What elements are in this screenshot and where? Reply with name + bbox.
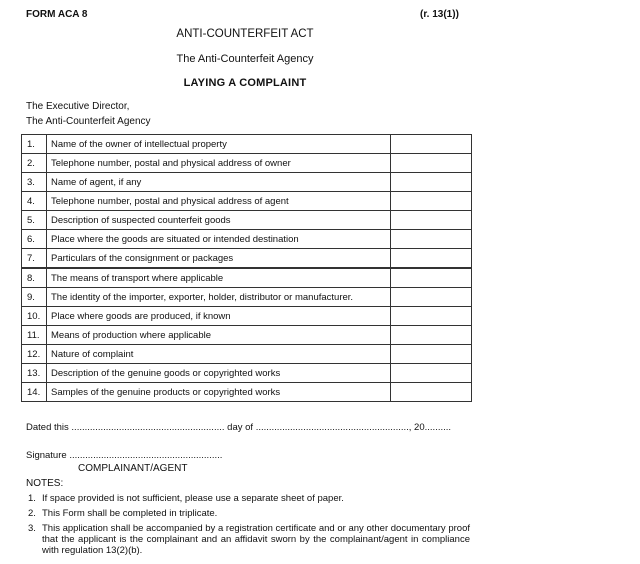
row-number: 2.	[22, 154, 47, 173]
row-label: Place where goods are produced, if known	[47, 307, 391, 326]
table-row	[22, 288, 472, 307]
table-row	[22, 192, 472, 211]
dated-day-field[interactable]: ..........................................................	[71, 422, 225, 433]
table-row	[22, 326, 472, 345]
dated-month-field[interactable]: ..........................................................	[255, 422, 409, 433]
act-title: ANTI-COUNTERFEIT ACT	[176, 28, 314, 40]
row-number: 5.	[22, 211, 47, 230]
dated-day-of-label: day of	[227, 422, 254, 433]
note-item	[28, 508, 470, 519]
row-answer-field[interactable]	[391, 192, 472, 211]
signature-label: Signature	[26, 450, 67, 461]
row-label: Name of the owner of intellectual property	[47, 135, 391, 154]
row-number: 1.	[22, 135, 47, 154]
note-text: This application shall be accompanied by a registration certificate and or any other documentary proof that the applicant is the complainant and an affidavit sworn by the complainant/agent in compliance with regulation 13(2)(b).	[42, 523, 470, 556]
form-code: FORM ACA 8	[26, 9, 88, 20]
row-label: Description of the genuine goods or copyrighted works	[47, 364, 391, 383]
row-number: 7.	[22, 249, 47, 269]
agency-title: The Anti-Counterfeit Agency	[176, 53, 314, 65]
dated-year-prefix: , 20	[408, 422, 425, 433]
row-label: Description of suspected counterfeit goods	[47, 211, 391, 230]
row-label: Particulars of the consignment or packages	[47, 249, 391, 269]
note-text: This Form shall be completed in triplicate.	[42, 508, 218, 519]
form-title: LAYING A COMPLAINT	[183, 77, 307, 89]
row-answer-field[interactable]	[391, 230, 472, 249]
row-answer-field[interactable]	[391, 249, 472, 269]
row-label: Nature of complaint	[47, 345, 391, 364]
row-number: 6.	[22, 230, 47, 249]
row-answer-field[interactable]	[391, 364, 472, 383]
signature-field[interactable]: ..........................................................	[69, 450, 223, 461]
row-label: Telephone number, postal and physical address of agent	[47, 192, 391, 211]
row-answer-field[interactable]	[391, 154, 472, 173]
row-answer-field[interactable]	[391, 383, 472, 402]
addressee-line-2: The Anti-Counterfeit Agency	[26, 116, 151, 127]
note-number: 1.	[28, 493, 36, 504]
row-answer-field[interactable]	[391, 326, 472, 345]
row-label: Means of production where applicable	[47, 326, 391, 345]
row-answer-field[interactable]	[391, 211, 472, 230]
row-number: 14.	[22, 383, 47, 402]
row-number: 12.	[22, 345, 47, 364]
row-answer-field[interactable]	[391, 307, 472, 326]
table-row	[22, 383, 472, 402]
row-label: Place where the goods are situated or intended destination	[47, 230, 391, 249]
table-row	[22, 268, 472, 288]
table-row	[22, 173, 472, 192]
notes-heading: NOTES:	[26, 478, 64, 489]
note-text: If space provided is not sufficient, please use a separate sheet of paper.	[42, 493, 344, 504]
rule-reference: (r. 13(1))	[420, 9, 459, 20]
note-item	[28, 523, 470, 556]
row-number: 8.	[22, 268, 47, 288]
table-row	[22, 135, 472, 154]
row-number: 11.	[22, 326, 47, 345]
row-label: Name of agent, if any	[47, 173, 391, 192]
row-label: The means of transport where applicable	[47, 268, 391, 288]
addressee-line-1: The Executive Director,	[26, 101, 130, 112]
row-answer-field[interactable]	[391, 173, 472, 192]
table-row	[22, 345, 472, 364]
row-number: 4.	[22, 192, 47, 211]
signature-role-label: COMPLAINANT/AGENT	[78, 463, 188, 474]
row-label: The identity of the importer, exporter, holder, distributor or manufacturer.	[47, 288, 391, 307]
row-number: 13.	[22, 364, 47, 383]
row-answer-field[interactable]	[391, 345, 472, 364]
dated-line	[26, 422, 451, 433]
table-row	[22, 230, 472, 249]
dated-prefix: Dated this	[26, 422, 69, 433]
table-row	[22, 249, 472, 269]
dated-year-field[interactable]: ..........	[424, 422, 452, 433]
table-row	[22, 307, 472, 326]
note-item	[28, 493, 470, 504]
complaint-details-table	[21, 134, 472, 402]
note-number: 3.	[28, 523, 36, 534]
note-number: 2.	[28, 508, 36, 519]
row-number: 9.	[22, 288, 47, 307]
row-label: Telephone number, postal and physical address of owner	[47, 154, 391, 173]
table-row	[22, 154, 472, 173]
table-row	[22, 211, 472, 230]
signature-line	[26, 450, 222, 461]
table-row	[22, 364, 472, 383]
row-answer-field[interactable]	[391, 268, 472, 288]
row-number: 10.	[22, 307, 47, 326]
row-answer-field[interactable]	[391, 135, 472, 154]
row-answer-field[interactable]	[391, 288, 472, 307]
row-label: Samples of the genuine products or copyrighted works	[47, 383, 391, 402]
row-number: 3.	[22, 173, 47, 192]
